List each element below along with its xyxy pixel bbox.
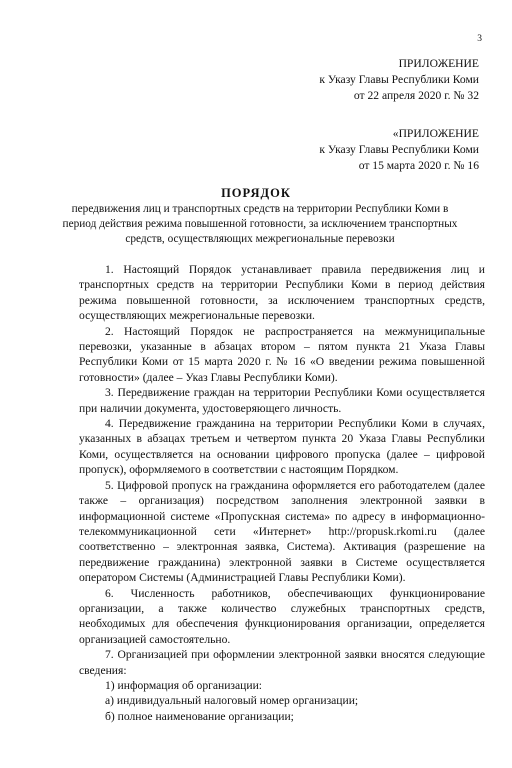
list-item-b: б) полное наименование организации;: [105, 709, 294, 723]
appendix-date: от 22 апреля 2020 г. № 32: [353, 89, 479, 102]
appendix-decree: к Указу Главы Республики Коми: [319, 143, 479, 156]
appendix-decree: к Указу Главы Республики Коми: [319, 73, 479, 86]
paragraph-4: 4. Передвижение гражданина на территории Республики Коми в случаях, указанных в абзацах третьем и четвертом пункта 20 Указа Главы Республики Коми, осуществляется на основании цифрового пропуска (далее – цифровой пропуск), оформляемого в соответствии с настоящим Порядком.: [79, 417, 485, 477]
appendix-header-current: [319, 56, 479, 104]
document-body: [79, 262, 485, 724]
document-subtitle: передвижения лиц и транспортных средств на территории Республики Коми в период действия режима повышенной готовности, за исключением транспортных средств, осуществляющих межрегиональные перевозки: [62, 203, 458, 245]
appendix-date: от 15 марта 2020 г. № 16: [358, 159, 479, 172]
list-item-1: 1) информация об организации:: [105, 678, 262, 692]
document-title: ПОРЯДОК: [221, 186, 291, 200]
appendix-label: «ПРИЛОЖЕНИЕ: [392, 127, 479, 140]
paragraph-2: 2. Настоящий Порядок не распространяется на межмуниципальные перевозки, указанные в абзацах втором – пятом пункта 21 Указа Главы Республики Коми от 15 марта 2020 г. № 16 «О введении режима повышенной готовности» (далее – Указ Главы Республики Коми).: [79, 324, 485, 384]
paragraph-7: 7. Организацией при оформлении электронной заявки вносятся следующие сведения:: [79, 648, 485, 677]
paragraph-6: 6. Численность работников, обеспечивающих функционирование организации, а также количество служебных транспортных средств, необходимых для обеспечения функционирования организации, определяется организацией самостоятельно.: [79, 586, 485, 646]
appendix-header-original: [319, 126, 479, 174]
appendix-label: ПРИЛОЖЕНИЕ: [398, 57, 479, 70]
paragraph-1: 1. Настоящий Порядок устанавливает правила передвижения лиц и транспортных средств на территории Республики Коми в период действия режима повышенной готовности, за исключением транспортных средств, осуществляющих межрегиональные перевозки.: [79, 263, 485, 323]
list-item-a: а) индивидуальный налоговый номер организации;: [105, 694, 359, 708]
page-number: 3: [477, 34, 482, 44]
paragraph-5: 5. Цифровой пропуск на гражданина оформляется его работодателем (далее также – организация) посредством заполнения электронной заявки в информационной системе «Пропускная система» по адресу в информационно-телекоммуникационной сети «Интернет» http://propusk.rkomi.ru (далее соответственно – электронная заявка, Система). Активация (разрешение на передвижение гражданина) электронной заявки в Системе осуществляется оператором Системы (Администрацией Главы Республики Коми).: [79, 478, 485, 585]
paragraph-3: 3. Передвижение граждан на территории Республики Коми осуществляется при наличии документа, удостоверяющего личность.: [79, 386, 485, 415]
